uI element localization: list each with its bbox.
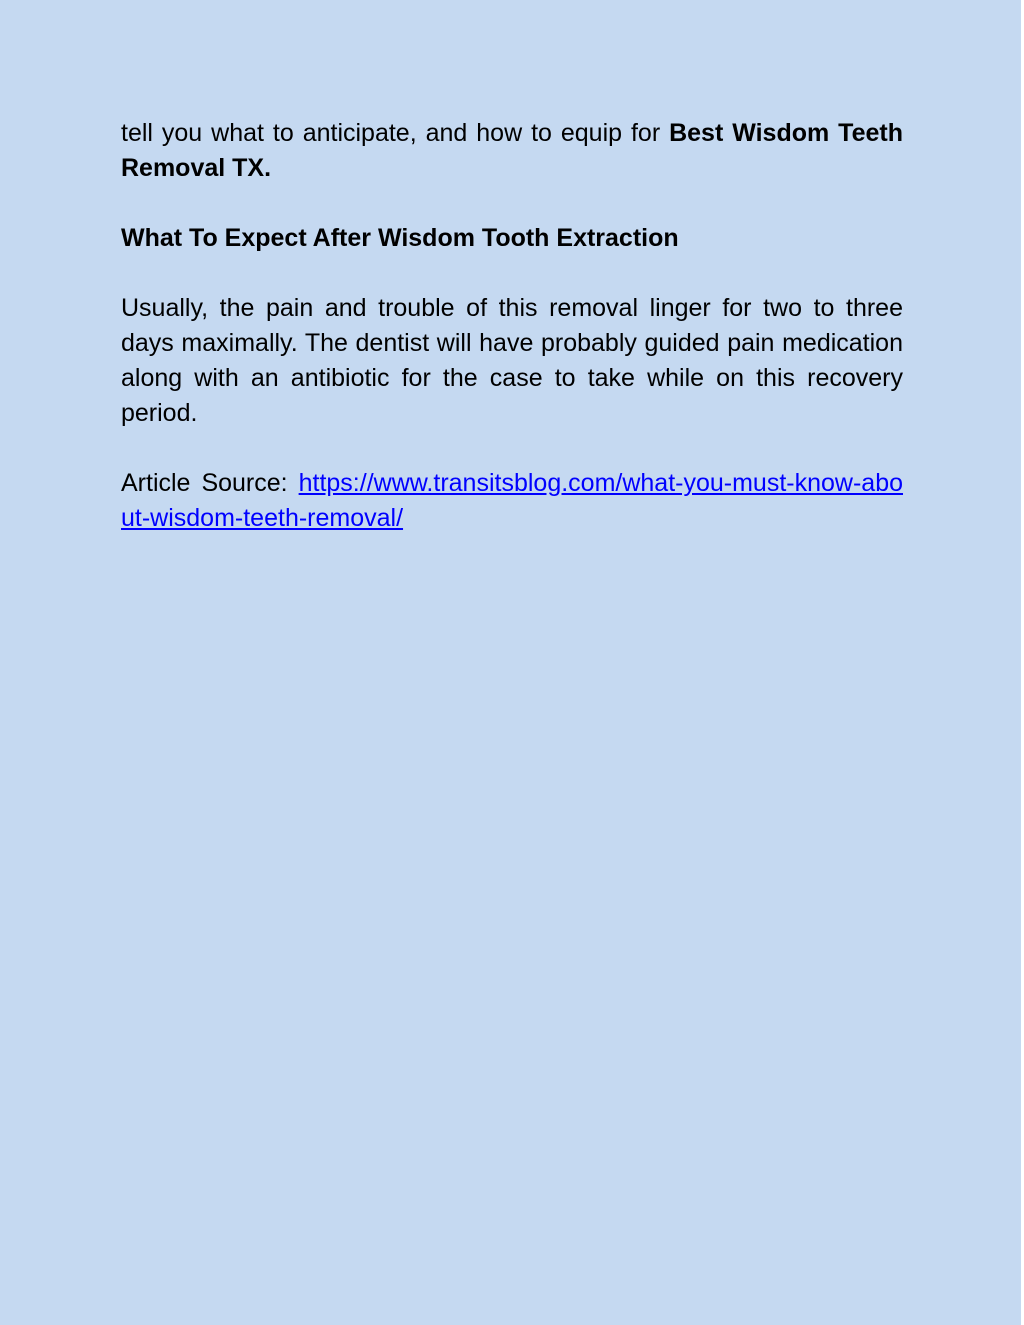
intro-text: tell you what to anticipate, and how to equip for: [121, 119, 670, 147]
source-label: Article Source:: [121, 469, 288, 497]
body-paragraph: Usually, the pain and trouble of this removal linger for two to three days maximally. The dentist will have probably guided pain medication along with an antibiotic for the case to take while on this recovery period.: [121, 294, 903, 427]
source-paragraph: [121, 466, 903, 536]
source-link[interactable]: https://www.transitsblog.com/what-you-must-know-about-wisdom-teeth-removal/: [121, 469, 904, 532]
section-heading: What To Expect After Wisdom Tooth Extraction: [121, 224, 679, 252]
intro-bold-text: Best Wisdom Teeth Removal TX.: [121, 119, 903, 182]
intro-paragraph: [121, 116, 903, 186]
document-body: [121, 116, 903, 571]
